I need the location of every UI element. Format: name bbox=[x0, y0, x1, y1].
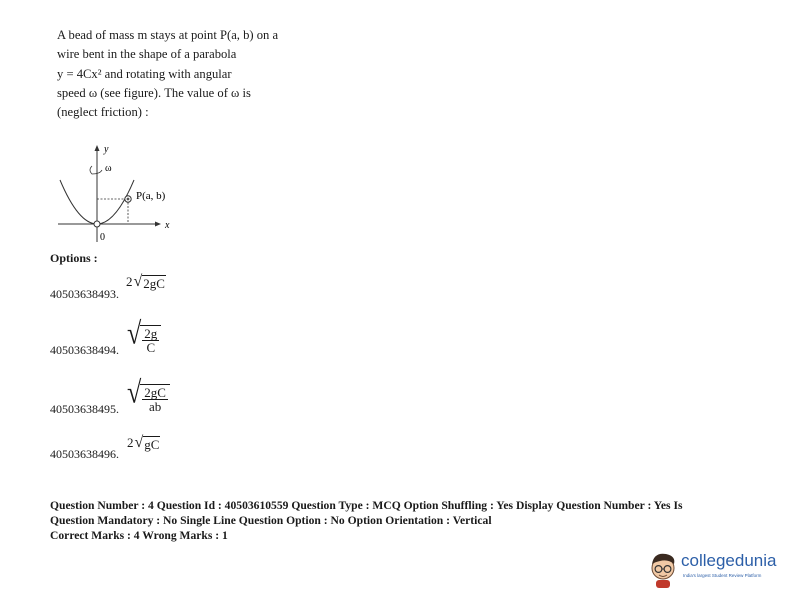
collegedunia-logo bbox=[646, 549, 776, 589]
bead-center bbox=[127, 198, 130, 201]
sqrt-sign: √ bbox=[127, 375, 142, 410]
metadata-line: Correct Marks : 4 Wrong Marks : 1 bbox=[50, 529, 228, 542]
option-formula: √ $\frac{2gC}{ab}$ bbox=[127, 376, 170, 413]
metadata-line: Question Number : 4 Question Id : 40503610559 Question Type : MCQ Option Shuffling : Yes Display Question Number : Yes Is bbox=[50, 499, 683, 512]
option-id[interactable]: 40503638496. bbox=[50, 447, 119, 461]
metadata-line: Question Mandatory : No Single Line Question Option : No Option Orientation : Vertical bbox=[50, 514, 492, 527]
mascot-icon bbox=[646, 549, 680, 589]
question-text bbox=[57, 26, 297, 122]
question-metadata bbox=[50, 498, 730, 543]
option-id[interactable]: 40503638495. bbox=[50, 402, 119, 416]
question-line: speed ω (see figure). The value of ω is bbox=[57, 85, 251, 100]
origin-label: 0 bbox=[100, 232, 105, 243]
option-formula: √ $\frac{2g}{C}$ bbox=[127, 317, 161, 354]
omega-label: ω bbox=[105, 163, 112, 174]
y-axis-arrow bbox=[95, 145, 100, 151]
x-axis-label: x bbox=[165, 220, 170, 231]
logo-brand-text: collegedunia bbox=[681, 551, 777, 570]
question-line: wire bent in the shape of a parabola bbox=[57, 47, 237, 62]
x-axis-arrow bbox=[155, 222, 161, 227]
option-id[interactable]: 40503638494. bbox=[50, 343, 119, 357]
option-id[interactable]: 40503638493. bbox=[50, 287, 119, 301]
question-line: (neglect friction) : bbox=[57, 105, 149, 120]
y-axis-label: y bbox=[104, 144, 109, 155]
option-formula: 2 √ gC bbox=[127, 434, 160, 452]
point-label: P(a, b) bbox=[136, 190, 166, 202]
rotation-arrow-icon bbox=[90, 166, 102, 174]
logo-tagline: India's largest Student Review Platform bbox=[683, 573, 762, 578]
sqrt-sign: √ bbox=[127, 316, 142, 351]
origin-point bbox=[94, 221, 100, 227]
parabola-figure bbox=[48, 142, 188, 247]
options-heading: Options : bbox=[50, 251, 98, 265]
question-line: A bead of mass m stays at point P(a, b) on a bbox=[57, 28, 279, 42]
option-formula: 2 √ 2gC bbox=[126, 273, 165, 291]
question-line: y = 4Cx² and rotating with angular bbox=[57, 66, 232, 81]
